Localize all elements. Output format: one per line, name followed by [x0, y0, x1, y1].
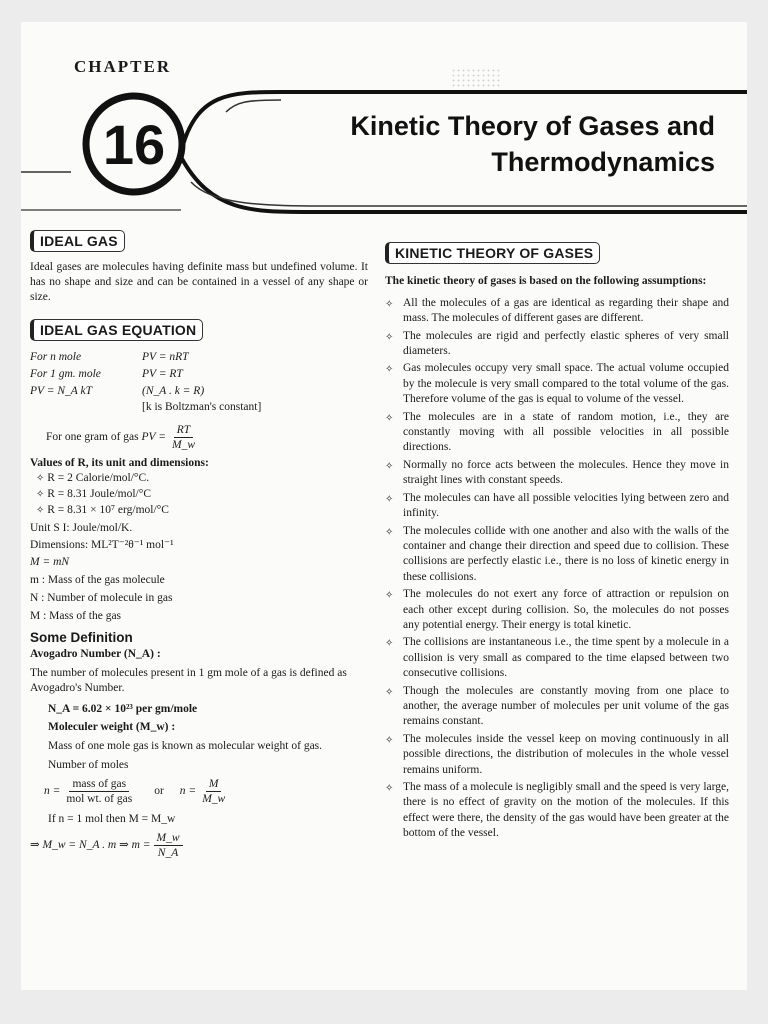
- list-item: [385, 524, 729, 586]
- diamond-bullet-icon: ✧: [385, 686, 394, 698]
- list-item: [385, 684, 729, 730]
- fraction: [199, 777, 228, 806]
- equation-condition: For n mole: [30, 351, 82, 363]
- fraction-denominator: mol wt. of gas: [66, 793, 133, 805]
- kinetic-theory-intro: The kinetic theory of gases is based on the following assumptions:: [385, 275, 707, 288]
- list-item-text: The molecules can have all possible velocities lying between zero and infinity.: [403, 491, 729, 520]
- list-item-text: Though the molecules are constantly moving from one place to another, the average number of molecules per unit volume of the gas remains constant.: [403, 684, 729, 728]
- fraction-numerator: M: [206, 777, 222, 792]
- equation-formula: PV = nRT: [142, 351, 189, 363]
- chapter-title-line-1: Kinetic Theory of Gases and: [350, 111, 715, 141]
- list-item-text: The mass of a molecule is negligibly small and the speed is very large, there is no effect of gravity on the motion of the molecules. If this effect were there, the density of the gas would have been greater at the bottom of the vessel.: [403, 781, 729, 840]
- diamond-bullet-icon: ✧: [385, 412, 394, 424]
- list-item-text: All the molecules of a gas are identical as regarding their shape and mass. The molecules of different gases are different.: [403, 296, 729, 325]
- fraction-numerator: mass of gas: [69, 777, 129, 792]
- values-of-r-heading: Values of R, its unit and dimensions:: [30, 457, 209, 469]
- diamond-bullet-icon: ✧: [36, 489, 45, 500]
- equation-row: [30, 349, 368, 366]
- ideal-gas-equation-table: [30, 349, 368, 417]
- r-value-text: R = 8.31 Joule/mol/°C: [47, 488, 151, 500]
- diamond-bullet-icon: ✧: [385, 460, 394, 472]
- fraction-denominator: N_A: [157, 847, 179, 859]
- diamond-bullet-icon: ✧: [385, 298, 394, 310]
- list-item: [385, 296, 729, 327]
- list-item: [385, 410, 729, 456]
- mass-relation: [30, 831, 368, 860]
- decorative-dots: [451, 68, 501, 88]
- r-value-text: R = 2 Calorie/mol/°C.: [47, 472, 150, 484]
- list-item-text: The molecules inside the vessel keep on moving continuously in all possible directions, the distribution of molecules in the whole vessel remains uniform.: [403, 732, 729, 776]
- equation-formula: PV = RT: [142, 368, 183, 380]
- list-item-text: The molecules are in a state of random motion, i.e., they are constantly moving with all possible velocities in all possible directions.: [403, 410, 729, 454]
- fraction-numerator: RT: [174, 423, 193, 438]
- equation-row: [30, 383, 368, 400]
- m-definition: M : Mass of the gas: [30, 610, 122, 622]
- moles-equation: [44, 777, 368, 806]
- if-n-equals-one: If n = 1 mol then M = M_w: [48, 813, 176, 825]
- avogadro-value: N_A = 6.02 × 10²³ per gm/mole: [48, 703, 198, 715]
- boltzmann-note: [k is Boltzman's constant]: [142, 401, 262, 413]
- molecular-weight-heading: Moleculer weight (M_w) :: [48, 721, 176, 733]
- diamond-bullet-icon: ✧: [385, 590, 394, 602]
- chapter-number: 16: [102, 113, 166, 176]
- diamond-bullet-icon: ✧: [36, 473, 45, 484]
- fraction-denominator: M_w: [202, 793, 226, 805]
- one-gram-equation: [46, 423, 368, 452]
- molecular-weight-text: Mass of one mole gas is known as molecular weight of gas.: [48, 740, 323, 752]
- chapter-header: [21, 22, 747, 222]
- textbook-page: [21, 22, 747, 990]
- fraction-numerator: M_w: [154, 831, 183, 846]
- r-value-item: [36, 503, 368, 519]
- m-definition: m : Mass of the gas molecule: [30, 574, 165, 586]
- list-item: [385, 780, 729, 842]
- m-equation: M = mN: [30, 556, 70, 568]
- m-definition: N : Number of molecule in gas: [30, 592, 173, 604]
- moles-lhs-2: n =: [179, 785, 197, 797]
- diamond-bullet-icon: ✧: [385, 638, 394, 650]
- r-value-item: [36, 487, 368, 503]
- list-item: [385, 587, 729, 633]
- section-heading-ideal-gas: IDEAL GAS: [30, 230, 125, 252]
- unit-si: Unit S I: Joule/mol/K.: [30, 522, 133, 534]
- list-item-text: Gas molecules occupy very small space. The actual volume occupied by the molecule is very small compared to the total volume of the gas. Therefore volume of the gas is equal to volume of the vessel.: [403, 362, 729, 406]
- r-value-text: R = 8.31 × 10⁷ erg/mol/°C: [47, 504, 169, 516]
- one-gram-label: For one gram of gas: [46, 431, 139, 443]
- list-item: [385, 361, 729, 407]
- dimensions: Dimensions: ML²T⁻²θ⁻¹ mol⁻¹: [30, 539, 174, 551]
- equation-row: [30, 366, 368, 383]
- chapter-title: [350, 108, 715, 180]
- left-column: [30, 230, 368, 860]
- avogadro-text: The number of molecules present in 1 gm mole of a gas is defined as Avogadro's Number.: [30, 667, 347, 694]
- equation-condition: For 1 gm. mole: [30, 368, 101, 380]
- fraction: [63, 777, 135, 806]
- fraction: [169, 423, 198, 452]
- section-heading-ideal-gas-equation: IDEAL GAS EQUATION: [30, 319, 203, 341]
- list-item: [385, 329, 729, 360]
- avogadro-heading: Avogadro Number (N_A) :: [30, 648, 161, 660]
- diamond-bullet-icon: ✧: [36, 505, 45, 516]
- r-values-list: [30, 471, 368, 519]
- number-of-moles-label: Number of moles: [48, 759, 129, 771]
- section-heading-kinetic-theory: KINETIC THEORY OF GASES: [385, 242, 600, 264]
- equation-condition: PV = N_A kT: [30, 385, 92, 397]
- list-item-text: Normally no force acts between the molecules. Hence they move in straight lines with constant speeds.: [403, 458, 729, 487]
- diamond-bullet-icon: ✧: [385, 493, 394, 505]
- diamond-bullet-icon: ✧: [385, 526, 394, 538]
- right-column: [385, 242, 729, 844]
- list-item: [385, 491, 729, 522]
- moles-lhs: n =: [44, 785, 61, 797]
- assumptions-list: [385, 296, 729, 842]
- list-item: [385, 635, 729, 681]
- some-definition-heading: Some Definition: [30, 630, 133, 645]
- one-gram-lhs: PV =: [141, 431, 166, 443]
- diamond-bullet-icon: ✧: [385, 331, 394, 343]
- diamond-bullet-icon: ✧: [385, 364, 394, 376]
- list-item-text: The molecules are rigid and perfectly elastic spheres of very small diameters.: [403, 329, 729, 358]
- diamond-bullet-icon: ✧: [385, 783, 394, 794]
- mass-relation-text: ⇒ M_w = N_A . m ⇒ m =: [30, 839, 151, 851]
- fraction: [154, 831, 183, 860]
- equation-formula: (N_A . k = R): [142, 385, 205, 397]
- list-item-text: The collisions are instantaneous i.e., the time spent by a molecule in a collision is very small as compared to the time elapsed between two consecutive collisions.: [403, 636, 729, 680]
- chapter-title-line-2: Thermodynamics: [491, 147, 715, 177]
- list-item-text: The molecules collide with one another and also with the walls of the container and change their direction and speed due to collision. These collisions are perfectly elastic i.e., there is no loss of kinetic energy in these collisions.: [403, 524, 729, 583]
- chapter-label: CHAPTER: [74, 57, 172, 76]
- list-item: [385, 732, 729, 778]
- r-value-item: [36, 471, 368, 487]
- or-text: or: [154, 785, 164, 797]
- ideal-gas-text: Ideal gases are molecules having definite mass but undefined volume. It has no shape and size and can be contained in a vessel of any shape or size.: [30, 261, 368, 303]
- list-item: [385, 458, 729, 489]
- diamond-bullet-icon: ✧: [385, 734, 394, 746]
- m-definitions: [30, 573, 368, 624]
- list-item-text: The molecules do not exert any force of attraction or repulsion on each other except during collision. So, the molecules do not posses any potential energy. Their energy is total kinetic.: [403, 588, 729, 631]
- fraction-denominator: M_w: [171, 439, 195, 451]
